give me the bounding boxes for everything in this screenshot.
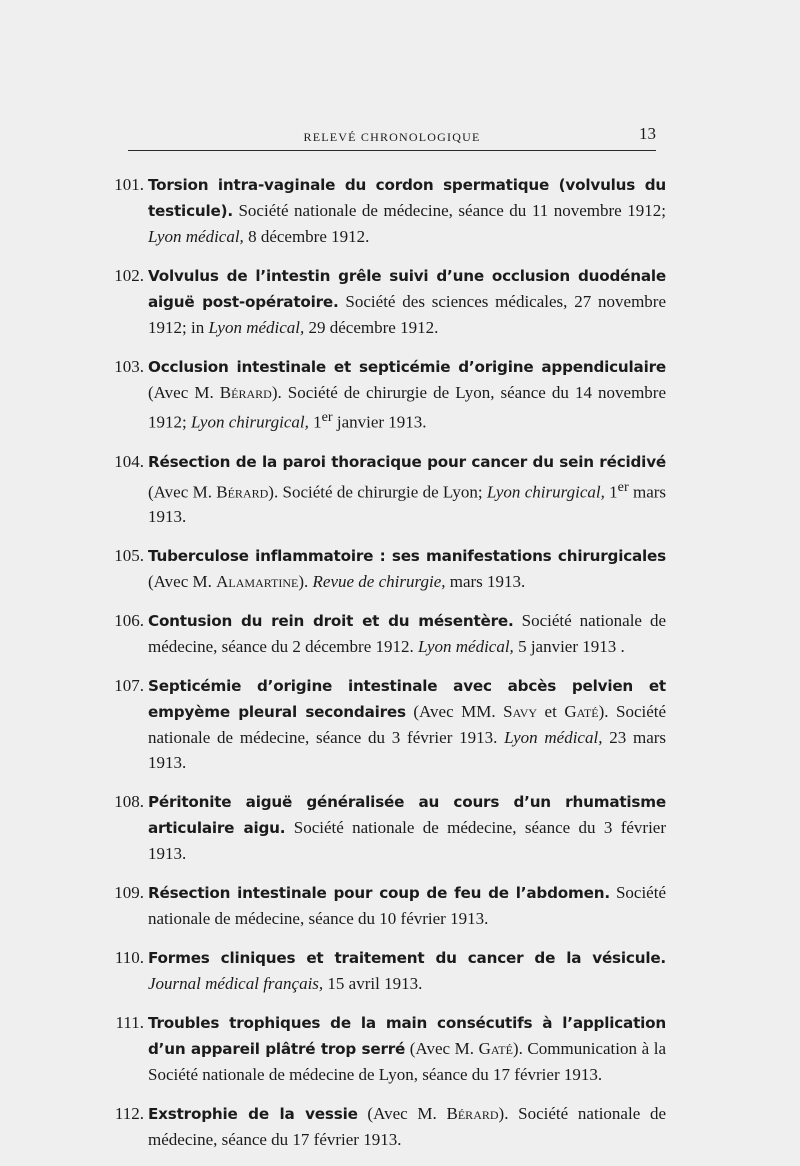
entry-number: 109.: [114, 883, 144, 903]
entry-text: ). Société de chirurgie de Lyon, séance du 14 novembre 1912;: [148, 383, 667, 432]
entry-title: Septicémie d’origine intestinale avec abcès pelvien et empyème pleural secondaires: [148, 677, 666, 722]
bibliography-entry-107: [114, 673, 667, 775]
entry-text: ). Communication à la Société nationale de médecine de Lyon, séance du 17 février 1913.: [148, 1039, 667, 1085]
entry-coauthor-prefix: (Avec M.: [148, 572, 212, 592]
entry-coauthor: Bérard: [446, 1104, 499, 1124]
entry-coauthor: Bérard: [216, 482, 269, 502]
entry-journal: Lyon chirurgical,: [190, 412, 309, 432]
entry-text: Société nationale de médecine, séance du 11 novembre 1912;: [238, 201, 667, 220]
entry-coauthor-prefix: (Avec MM.: [413, 702, 496, 722]
bibliography-entry-102: [114, 263, 666, 340]
entry-text: ). Société nationale de médecine, séance du 3 février 1913.: [148, 702, 667, 748]
entry-date: 5 janvier 1913 .: [518, 637, 625, 657]
entry-title: Contusion du rein droit et du mésentère.: [148, 612, 514, 631]
entry-journal: Lyon médical,: [148, 227, 244, 246]
entry-number: 107.: [114, 676, 144, 696]
entry-coauthor: Alamartine: [216, 572, 299, 592]
entry-title: Tuberculose inflammatoire : ses manifestations chirurgicales: [148, 547, 666, 566]
entry-coauthor-prefix: (Avec M.: [148, 482, 212, 502]
entry-day: 1: [609, 482, 618, 502]
ordinal-suffix: er: [321, 409, 333, 425]
bibliography-entry-101: [114, 172, 667, 249]
entry-journal: Journal médical français,: [148, 974, 324, 994]
entry-journal: Lyon médical,: [504, 728, 603, 748]
entry-journal: Lyon médical,: [418, 637, 514, 657]
entry-day: 1: [313, 412, 322, 432]
entry-title: Résection de la paroi thoracique pour cancer du sein récidivé: [148, 452, 666, 471]
bibliography-list: [114, 172, 667, 1166]
bibliography-entry-104: [114, 449, 667, 530]
entry-text: Société nationale de médecine, séance du 2 décembre 1912.: [148, 611, 667, 657]
entry-conjunction: et: [544, 702, 557, 722]
ordinal-suffix: er: [617, 478, 629, 495]
entry-number: 101.: [114, 175, 144, 194]
entry-date: 23 mars 1913.: [148, 728, 667, 773]
entry-coauthor-prefix: (Avec M.: [367, 1104, 437, 1124]
bibliography-entry-105: [114, 543, 666, 594]
entry-coauthor: Savy: [503, 702, 538, 722]
entry-date: 29 décembre 1912.: [308, 318, 439, 337]
entry-journal: Lyon chirurgical,: [486, 482, 605, 502]
bibliography-entry-111: [115, 1010, 667, 1087]
entry-text: ). Société de chirurgie de Lyon;: [268, 482, 483, 502]
entry-coauthor: Gaté: [478, 1039, 513, 1059]
entry-number: 112.: [114, 1104, 144, 1124]
entry-date: mars 1913.: [148, 482, 667, 527]
bibliography-entry-106: [114, 608, 667, 659]
entry-journal: Revue de chirurgie,: [312, 572, 446, 592]
bibliography-entry-112: [114, 1101, 667, 1152]
entry-number: 110.: [114, 948, 144, 968]
entry-date: janvier 1913.: [336, 412, 427, 432]
entry-number: 106.: [114, 611, 144, 631]
entry-text: ).: [298, 572, 309, 592]
entry-text: Société nationale de médecine, séance du 3 février 1913.: [148, 818, 667, 864]
entry-title: Exstrophie de la vessie: [148, 1105, 358, 1124]
entry-text: Société des sciences médicales, 27 novembre 1912; in: [148, 292, 666, 337]
entry-title: Occlusion intestinale et septicémie d’origine appendiculaire: [148, 358, 666, 376]
entry-coauthor-prefix: (Avec M.: [148, 383, 214, 402]
entry-coauthor-prefix: (Avec M.: [409, 1039, 475, 1059]
bibliography-entry-110: [114, 945, 666, 996]
entry-date: 15 avril 1913.: [327, 974, 423, 994]
entry-title: Troubles trophiques de la main consécutifs à l’application d’un appareil plâtré trop serré: [148, 1014, 666, 1059]
entry-text: Société nationale de médecine, séance du 10 février 1913.: [148, 883, 666, 929]
bibliography-entry-109: [114, 880, 666, 931]
page-number: 13: [639, 124, 656, 143]
entry-number: 111.: [115, 1013, 144, 1033]
page-header: [128, 120, 656, 151]
bibliography-entry-108: [114, 789, 667, 866]
entry-number: 104.: [114, 451, 144, 471]
entry-date: 8 décembre 1912.: [248, 227, 370, 246]
entry-date: mars 1913.: [449, 572, 526, 592]
entry-number: 103.: [114, 357, 144, 376]
entry-title: Volvulus de l’intestin grêle suivi d’une occlusion duodénale aiguë post-opératoire.: [148, 267, 666, 311]
entry-text: ). Société nationale de médecine, séance du 17 février 1913.: [148, 1104, 667, 1150]
entry-number: 108.: [114, 792, 144, 812]
entry-coauthor: Bérard: [219, 383, 272, 402]
entry-title: Torsion intra-vaginale du cordon spermatique (volvulus du testicule).: [148, 176, 666, 220]
entry-title: Péritonite aiguë généralisée au cours d’un rhumatisme articulaire aigu.: [148, 793, 666, 838]
entry-number: 102.: [114, 266, 144, 285]
entry-title: Formes cliniques et traitement du cancer de la vésicule.: [148, 949, 666, 968]
entry-title: Résection intestinale pour coup de feu de l’abdomen.: [148, 884, 610, 903]
bibliography-entry-103: [114, 354, 667, 435]
entry-journal: Lyon médical,: [208, 318, 305, 337]
entry-number: 105.: [114, 546, 144, 566]
running-title: RELEVÉ CHRONOLOGIQUE: [303, 130, 481, 144]
entry-coauthor-2: Gaté: [564, 702, 599, 722]
